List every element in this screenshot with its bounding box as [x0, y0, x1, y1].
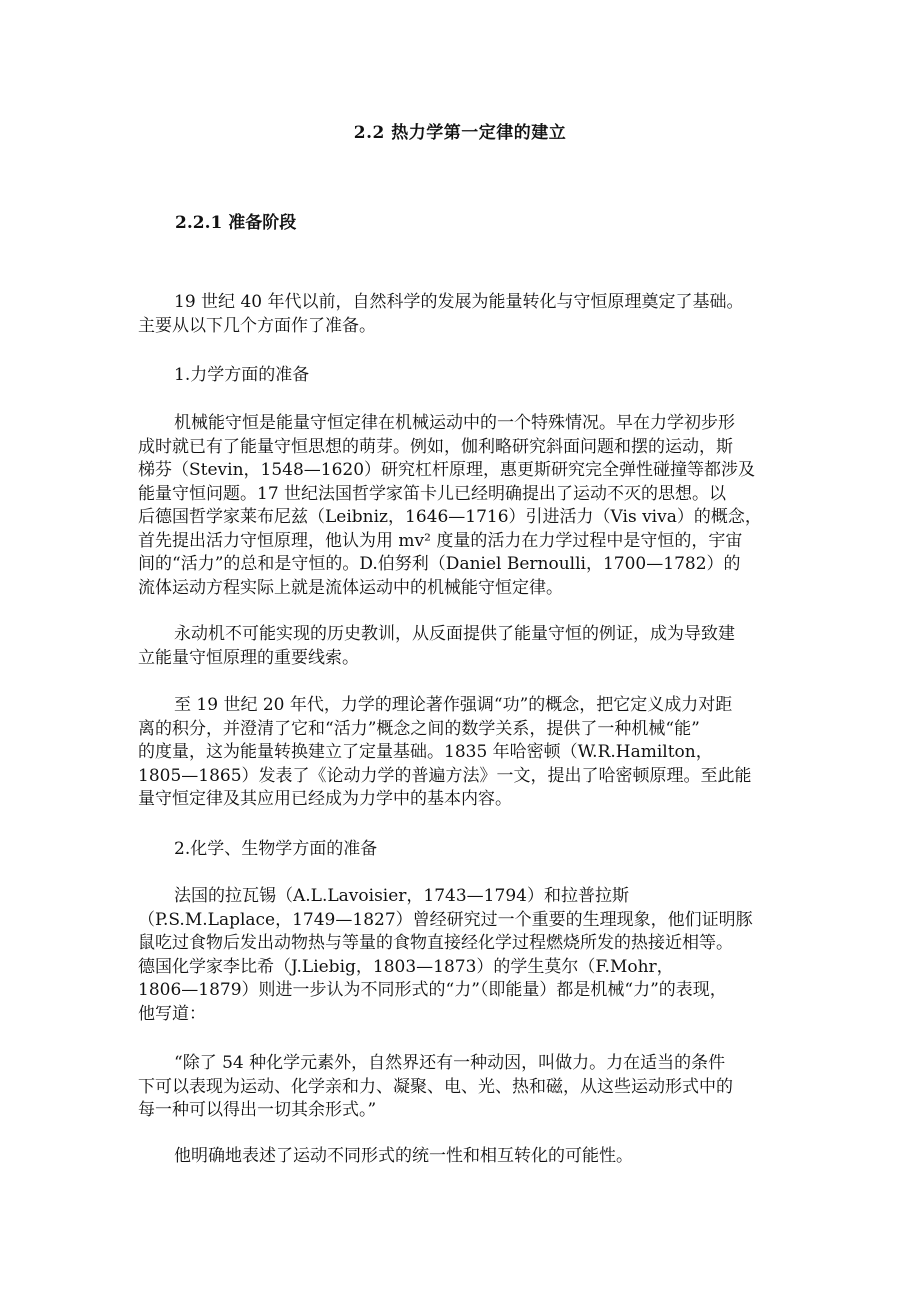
text-line: （P.S.M.Laplace，1749—1827）曾经研究过一个重要的生理现象，他们证明豚: [138, 909, 753, 930]
text-line: 他写道：: [138, 1003, 206, 1024]
text-line: 流体运动方程实际上就是流体运动中的机械能守恒定律。: [138, 577, 563, 598]
paragraph-work-concept: [138, 694, 798, 812]
text-line: 首先提出活力守恒原理，他认为用 mv² 度量的活力在力学过程中是守恒的，宇宙: [138, 530, 743, 551]
text-line: 德国化学家李比希（J.Liebig，1803—1873）的学生莫尔（F.Mohr，: [138, 956, 674, 977]
text-line: 1.力学方面的准备: [174, 365, 310, 385]
paragraph-intro: [138, 291, 798, 338]
text-line: 立能量守恒原理的重要线索。: [138, 647, 359, 668]
text-line: 成时就已有了能量守恒思想的萌芽。例如，伽利略研究斜面问题和摆的运动，斯: [138, 436, 733, 457]
text-line: 鼠吃过食物后发出动物热与等量的食物直接经化学过程燃烧所发的热接近相等。: [138, 933, 733, 953]
text-line: 他明确地表述了运动不同形式的统一性和相互转化的可能性。: [174, 1146, 633, 1166]
paragraph-mechanics: [138, 412, 798, 600]
text-line: 1806—1879）则进一步认为不同形式的“力”（即能量）都是机械“力”的表现，: [138, 980, 727, 1000]
text-line: 离的积分，并澄清了它和“活力”概念之间的数学关系，提供了一种机械“能”: [138, 718, 700, 739]
heading-mechanics: [138, 364, 798, 388]
text-line: 主要从以下几个方面作了准备。: [138, 315, 376, 336]
text-line: 后德国哲学家莱布尼兹（Leibniz，1646—1716）引进活力（Vis viva）的概念，: [138, 507, 762, 527]
subsection-title: 2.2.1 准备阶段: [175, 213, 297, 233]
paragraph-chemistry: [138, 885, 798, 1026]
text-line: 永动机不可能实现的历史教训，从反面提供了能量守恒的例证，成为导致建: [174, 624, 735, 644]
section-title: 2.2 热力学第一定律的建立: [353, 123, 567, 143]
text-line: 1805—1865）发表了《论动力学的普遍方法》一文，提出了哈密顿原理。至此能: [138, 765, 752, 786]
paragraph-quote: [138, 1052, 798, 1123]
heading-chemistry-biology: [138, 838, 798, 862]
paragraph-conclusion: [138, 1145, 798, 1169]
text-line: 的度量，这为能量转换建立了定量基础。1835 年哈密顿（W.R.Hamilton，: [138, 742, 713, 762]
text-line: 能量守恒问题。17 世纪法国哲学家笛卡儿已经明确提出了运动不灭的思想。以: [138, 483, 727, 504]
text-line: 梯芬（Stevin，1548—1620）研究杠杆原理，惠更斯研究完全弹性碰撞等都涉及: [138, 460, 756, 480]
text-line: 法国的拉瓦锡（A.L.Lavoisier，1743—1794）和拉普拉斯: [174, 886, 629, 906]
text-line: 机械能守恒是能量守恒定律在机械运动中的一个特殊情况。早在力学初步形: [174, 413, 735, 433]
text-line: 间的“活力”的总和是守恒的。D.伯努利（Daniel Bernoulli，1700—1782）的: [138, 554, 741, 574]
text-line: 至 19 世纪 20 年代，力学的理论著作强调“功”的概念，把它定义成力对距: [174, 695, 733, 715]
text-line: 19 世纪 40 年代以前，自然科学的发展为能量转化与守恒原理奠定了基础。: [174, 292, 744, 312]
paragraph-perpetual-motion: [138, 623, 798, 670]
text-line: 每一种可以得出一切其余形式。”: [138, 1100, 377, 1120]
text-line: “除了 54 种化学元素外，自然界还有一种动因，叫做力。力在适当的条件: [174, 1053, 726, 1073]
text-line: 量守恒定律及其应用已经成为力学中的基本内容。: [138, 789, 512, 809]
text-line: 下可以表现为运动、化学亲和力、凝聚、电、光、热和磁，从这些运动形式中的: [138, 1076, 733, 1097]
text-line: 2.化学、生物学方面的准备: [174, 839, 378, 859]
